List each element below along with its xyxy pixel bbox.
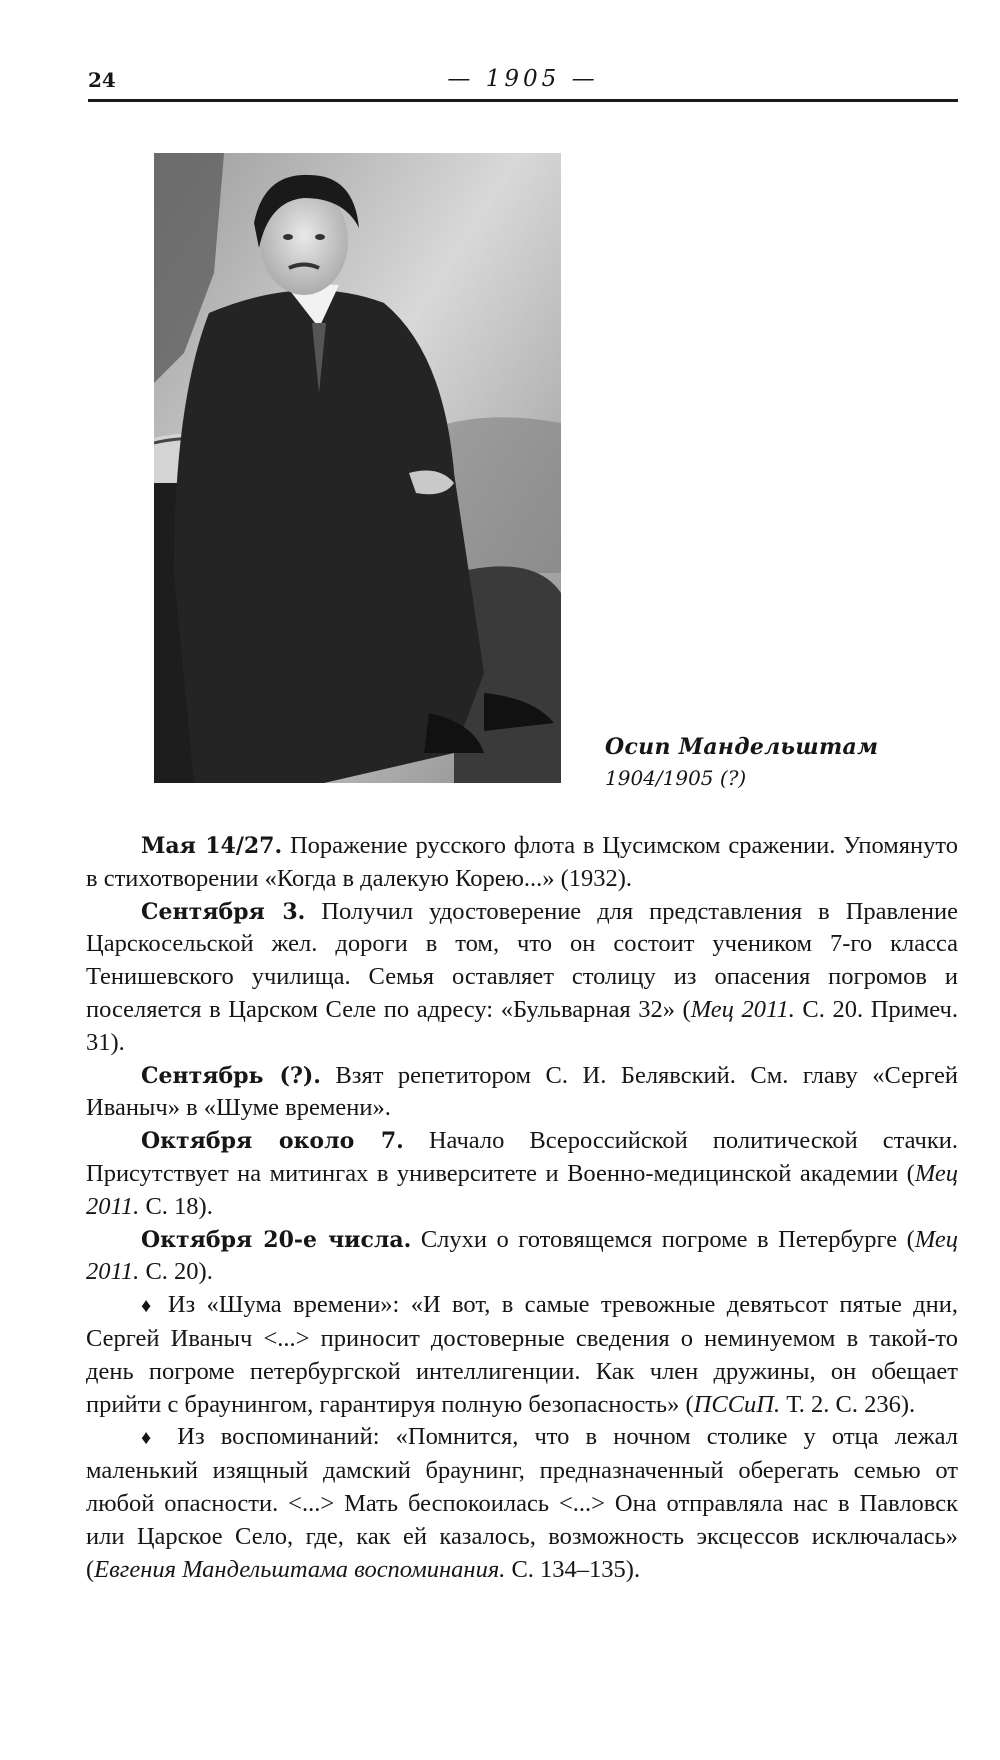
quote-text: С. 134–135). [505, 1555, 641, 1583]
diamond-icon: ♦ [141, 1295, 157, 1318]
entry-date: Октября 20-е числа. [141, 1226, 412, 1253]
entry-text: С. 20). [139, 1258, 213, 1286]
entry-paragraph [86, 896, 958, 1060]
page-number: 24 [88, 68, 116, 92]
portrait-photo [154, 153, 561, 783]
source-reference: Мец 2011. [690, 995, 795, 1023]
chronicle-text [86, 830, 958, 1586]
quote-text: Из воспоминаний: «Помнится, что в ночном столике у отца лежал маленький изящный дамский браунинг, предназначенный оберегать семью от любой опасности. <...> Мать беспокоилась <...> Она отправляла нас в Павловск или Царское Село, где, как ей казалось, возможность эксцессов исключалась» ( [86, 1423, 958, 1583]
entry-date: Мая 14/27. [141, 833, 283, 859]
caption-name: Осип Мандельштам [605, 734, 879, 760]
entry-date: Сентябрь (?). [141, 1062, 321, 1089]
source-reference: Мец 2011. [86, 1159, 958, 1220]
source-reference: Евгения Мандельштама воспоминания. [94, 1555, 506, 1583]
entry-text: Получил удостоверение для представления в Правление Царскосельской жел. дороги в том, что он состоит учеником 7-го класса Тенишевского училища. Семья оставляет столицу из опасения погромов и поселяется в Царском Селе по адресу: «Бульварная 32» ( [86, 897, 958, 1023]
quote-paragraph [86, 1421, 958, 1586]
entry-text: Поражение русского флота в Цусимском сражении. Упомянуто в стихотворении «Когда в далекую Корею...» (1932). [86, 832, 959, 892]
source-reference: Мец 2011. [86, 1225, 958, 1286]
caption-date: 1904/1905 (?) [605, 766, 747, 790]
entry-text: С. 18). [139, 1192, 213, 1220]
entry-text: С. 20. Примеч. 31). [86, 995, 958, 1056]
page-header [88, 64, 958, 102]
header-rule [88, 99, 958, 102]
diamond-icon: ♦ [141, 1427, 162, 1450]
entry-paragraph [86, 830, 958, 896]
entry-text: Слухи о готовящемся погроме в Петербурге ( [411, 1225, 915, 1253]
entry-text: Начало Всероссийской политической стачки. Присутствует на митингах в университете и Военно-медицинской академии ( [86, 1127, 958, 1187]
entry-paragraph [86, 1224, 958, 1290]
entry-date: Сентября 3. [141, 898, 306, 925]
entry-paragraph [86, 1125, 958, 1223]
entry-text: Взят репетитором С. И. Белявский. См. главу «Сергей Иваныч» в «Шуме времени». [86, 1061, 958, 1122]
entry-paragraph [86, 1060, 958, 1126]
running-head: — 1905 — [447, 66, 599, 92]
source-reference: ПССиП. [693, 1390, 781, 1418]
quote-text: Т. 2. С. 236). [780, 1390, 916, 1418]
entry-date: Октября около 7. [141, 1128, 404, 1155]
quote-paragraph [86, 1289, 958, 1421]
quote-text: Из «Шума времени»: «И вот, в самые тревожные девятьсот пятые дни, Сергей Иваныч <...> приносит достоверные сведения о неминуемом в такой-то день погроме петербургской интеллигенции. Как член дружины, он обещает прийти с браунингом, гарантируя полную безопасность» ( [86, 1291, 958, 1418]
portrait-illustration [154, 153, 561, 783]
photo-caption [605, 732, 878, 794]
